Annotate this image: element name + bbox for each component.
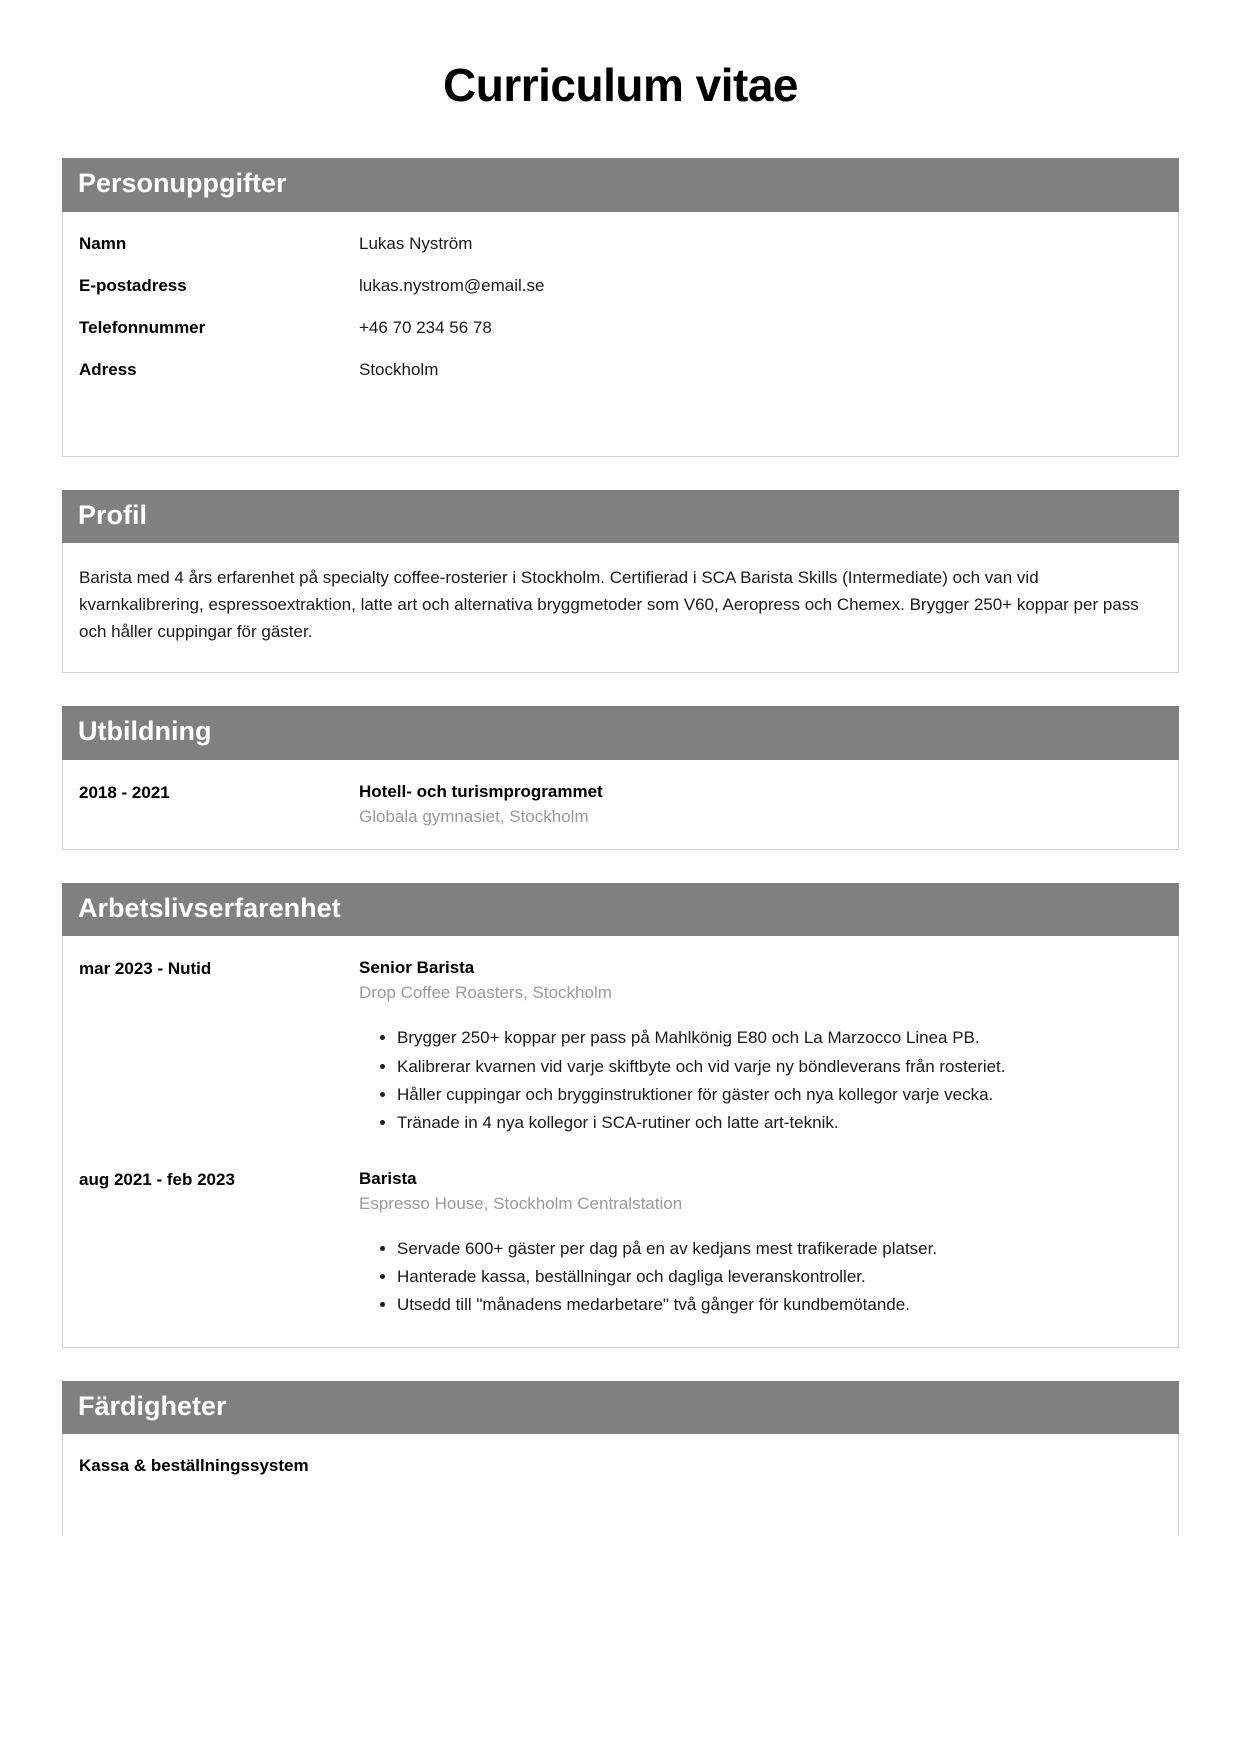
- education-period: 2018 - 2021: [79, 782, 170, 802]
- education-details: [359, 782, 1162, 827]
- experience-bullet: • Kalibrerar kvarnen vid varje skiftbyte och vid varje ny böndleverans från rosteriet.: [397, 1054, 1162, 1080]
- personal-detail-label: E-postadress: [79, 275, 187, 295]
- section-body-personal-details: [62, 212, 1179, 457]
- personal-detail-value: +46 70 234 56 78: [359, 317, 492, 337]
- experience-entry: [79, 1169, 1162, 1321]
- experience-bullet: • Tränade in 4 nya kollegor i SCA-rutiner och latte art-teknik.: [397, 1110, 1162, 1136]
- section-header-experience: Arbetslivserfarenhet: [62, 883, 1179, 937]
- personal-detail-row: [79, 234, 1162, 254]
- education-title: Hotell- och turismprogrammet: [359, 781, 603, 801]
- section-body-experience: [62, 936, 1179, 1347]
- experience-bullet-list: [359, 1025, 1162, 1136]
- experience-title: Senior Barista: [359, 958, 475, 978]
- section-header-education: Utbildning: [62, 706, 1179, 760]
- section-experience: [62, 883, 1179, 1348]
- personal-detail-label: Telefonnummer: [79, 317, 206, 337]
- section-header-profile: Profil: [62, 490, 1179, 544]
- experience-bullet: • Brygger 250+ koppar per pass på Mahlkönig E80 och La Marzocco Linea PB.: [397, 1025, 1162, 1051]
- experience-bullet-list: [359, 1236, 1162, 1319]
- experience-organization: Espresso House, Stockholm Centralstation: [359, 1193, 683, 1213]
- section-header-personal-details: Personuppgifter: [62, 158, 1179, 212]
- skill-group-title: Kassa & beställningssystem: [79, 1456, 309, 1476]
- experience-period: aug 2021 - feb 2023: [79, 1169, 235, 1189]
- personal-detail-value: Lukas Nyström: [359, 233, 473, 253]
- section-skills: [62, 1381, 1179, 1537]
- section-education: [62, 706, 1179, 850]
- personal-detail-row: [79, 318, 1162, 338]
- personal-detail-value: Stockholm: [359, 359, 439, 379]
- education-organization: Globala gymnasiet, Stockholm: [359, 806, 589, 826]
- personal-detail-label: Namn: [79, 233, 127, 253]
- personal-detail-row: [79, 360, 1162, 380]
- section-header-skills: Färdigheter: [62, 1381, 1179, 1435]
- experience-bullet: • Hanterade kassa, beställningar och dagliga leveranskontroller.: [397, 1264, 1162, 1290]
- section-body-profile: [62, 543, 1179, 673]
- section-profile: [62, 490, 1179, 673]
- spacer: [79, 402, 1162, 430]
- experience-entry: [79, 958, 1162, 1138]
- section-body-skills: [62, 1434, 1179, 1536]
- personal-detail-row: [79, 276, 1162, 296]
- personal-detail-value: lukas.nystrom@email.se: [359, 275, 545, 295]
- experience-bullet: • Servade 600+ gäster per dag på en av kedjans mest trafikerade platser.: [397, 1236, 1162, 1262]
- experience-period: mar 2023 - Nutid: [79, 959, 212, 979]
- experience-details: [359, 1169, 1162, 1321]
- page-title: Curriculum vitae: [443, 59, 798, 111]
- profile-text: Barista med 4 års erfarenhet på specialty coffee-rosterier i Stockholm. Certifierad i SCA Barista Skills (Intermediate) och van vid kvarnkalibrering, espressoextraktion, latte art och alternativa bryggmetoder som V60, Aeropress och Chemex. Brygger 250+ koppar per pass och håller cuppingar för gäster.: [79, 568, 1139, 642]
- section-body-education: [62, 760, 1179, 850]
- experience-title: Barista: [359, 1168, 417, 1188]
- experience-bullet: • Håller cuppingar och brygginstruktioner för gäster och nya kollegor varje vecka.: [397, 1082, 1162, 1108]
- experience-bullet: • Utsedd till "månadens medarbetare" två gånger för kundbemötande.: [397, 1292, 1162, 1318]
- section-personal-details: [62, 158, 1179, 457]
- education-entry: [79, 782, 1162, 827]
- experience-details: [359, 958, 1162, 1138]
- personal-detail-label: Adress: [79, 359, 137, 379]
- experience-organization: Drop Coffee Roasters, Stockholm: [359, 983, 612, 1003]
